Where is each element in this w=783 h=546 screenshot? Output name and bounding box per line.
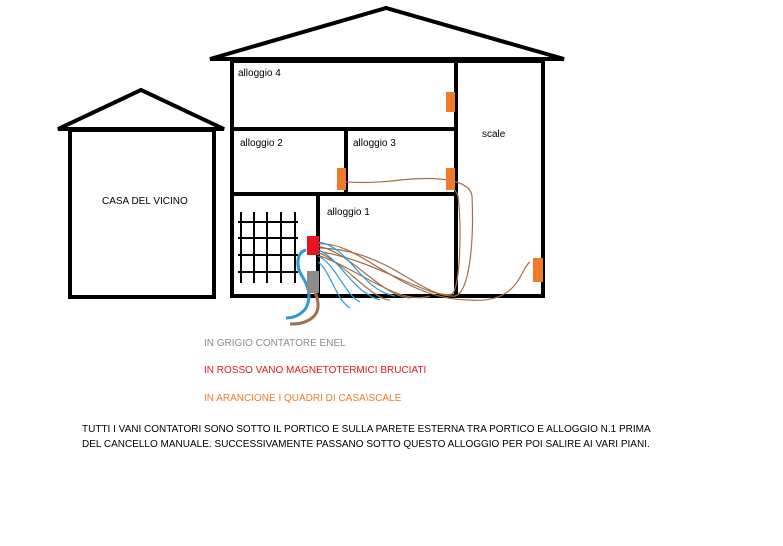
panel-alloggio4 <box>446 92 455 112</box>
main-roof <box>210 8 564 59</box>
legend-enel: IN GRIGIO CONTATORE ENEL <box>204 338 346 349</box>
legend <box>204 338 426 404</box>
neighbor-walls <box>70 130 214 297</box>
neighbor-house <box>58 90 224 297</box>
alloggio1-label: alloggio 1 <box>327 207 370 218</box>
main-walls <box>232 61 543 296</box>
cables <box>286 179 530 324</box>
alloggio3-label: alloggio 3 <box>353 138 396 149</box>
scale-label: scale <box>482 129 506 140</box>
main-building <box>210 8 564 296</box>
legend-panels: IN ARANCIONE I QUADRI DI CASA\SCALE <box>204 393 402 404</box>
panel-alloggio2 <box>337 168 346 190</box>
manual-gate <box>238 212 298 283</box>
cable-blue-under <box>286 250 309 318</box>
legend-breakers: IN ROSSO VANO MAGNETOTERMICI BRUCIATI <box>204 365 427 376</box>
panel-alloggio3 <box>446 168 455 190</box>
neighbor-label: CASA DEL VICINO <box>102 196 188 207</box>
cable-brown-alloggio3 <box>322 184 460 295</box>
alloggio4-label: alloggio 4 <box>238 68 281 79</box>
note-line-2: DEL CANCELLO MANUALE. SUCCESSIVAMENTE PASSANO SOTTO QUESTO ALLOGGIO PER POI SALIRE AI VARI PIANI. <box>82 439 650 450</box>
alloggio2-label: alloggio 2 <box>240 138 283 149</box>
neighbor-roof <box>58 90 224 129</box>
panel-scale <box>533 258 543 282</box>
explanatory-note <box>82 422 651 452</box>
note-line-1: TUTTI I VANI CONTATORI SONO SOTTO IL PORTICO E SULLA PARETE ESTERNA TRA PORTICO E ALLOGGIO N.1 PRIMA <box>82 424 651 435</box>
cable-blue-4 <box>318 262 350 308</box>
burnt-breakers-box <box>307 236 319 255</box>
enel-meter <box>307 271 319 293</box>
